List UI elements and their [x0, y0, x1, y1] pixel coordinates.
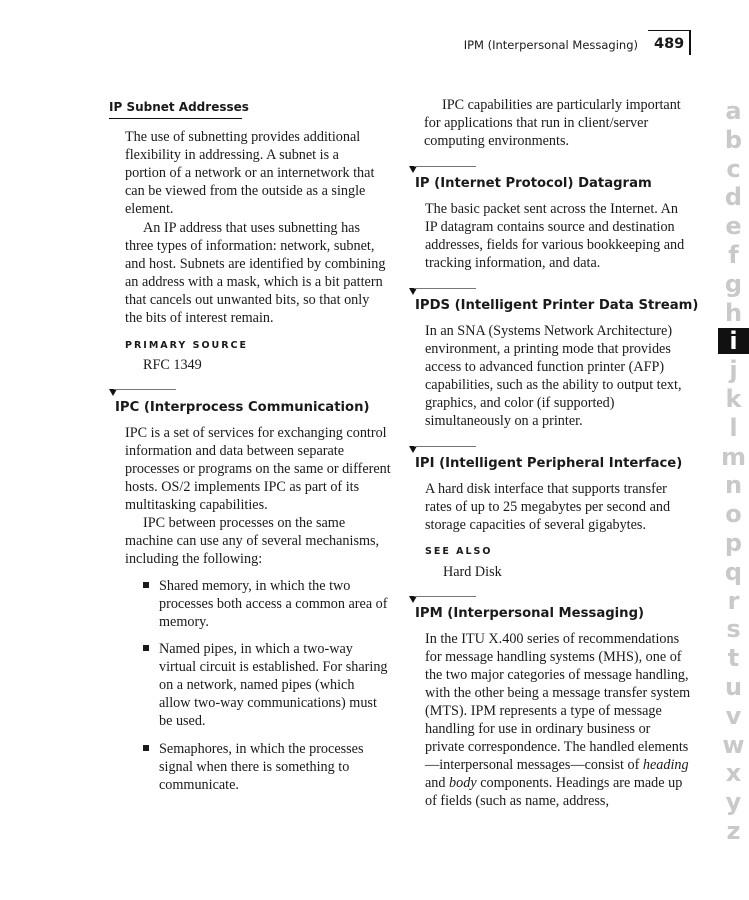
thumb-index-letter-n[interactable]: n — [724, 471, 743, 500]
thumb-index-letter-h[interactable]: h — [724, 298, 743, 327]
thumb-index-letter-w[interactable]: w — [722, 730, 745, 759]
list-item — [143, 640, 389, 730]
entry-marker-icon — [409, 596, 417, 603]
list-item — [143, 577, 389, 631]
ipm-body-and: and — [425, 775, 450, 791]
thumb-index-letter-x[interactable]: x — [725, 759, 742, 788]
subnet-paragraph-2: An IP address that uses subnetting has three types of information: network, subnet, and host. Subnets are identified by combining an address with a mask, which is a bit pattern that cancels out unwanted bits, so that only the bits of interest remain. — [125, 220, 386, 326]
entry-marker-rule — [114, 389, 176, 390]
entry-marker-icon — [409, 166, 417, 173]
thumb-index-letter-u[interactable]: u — [724, 673, 743, 701]
ipc-continuation: IPC capabilities are particularly important for applications that run in client/server computing environments. — [424, 97, 681, 149]
entry-marker-icon — [109, 389, 117, 396]
thumb-index-letter-b[interactable]: b — [724, 125, 743, 154]
ipi-body: A hard disk interface that supports transfer rates of up to 25 megabytes per second and storage capacities of several gigabytes. — [425, 481, 671, 533]
subnet-heading: IP Subnet Addresses — [109, 100, 249, 114]
thumb-index-letter-z[interactable]: z — [726, 817, 741, 845]
primary-source-value: RFC 1349 — [143, 357, 202, 373]
ip-datagram-heading: IP (Internet Protocol) Datagram — [415, 176, 652, 191]
entry-marker-rule — [414, 288, 476, 289]
thumb-index-letter-t[interactable]: t — [727, 644, 740, 673]
thumb-index-letter-g[interactable]: g — [724, 269, 743, 298]
ipc-paragraph-1: IPC is a set of services for exchanging control information and data between separate processes or programs on the same or different hosts. OS/2 implements IPC as part of its multitasking capabilities. — [125, 425, 391, 513]
header-rule — [648, 30, 691, 31]
see-also-label: SEE ALSO — [425, 546, 493, 557]
running-header — [0, 36, 749, 56]
ipm-heading: IPM (Interpersonal Messaging) — [415, 606, 645, 621]
thumb-index-letter-m[interactable]: m — [720, 442, 746, 471]
thumb-index-letter-r[interactable]: r — [727, 586, 740, 615]
list-item — [143, 740, 389, 794]
thumb-index-letter-k[interactable]: k — [725, 385, 742, 413]
header-rule-vertical — [689, 30, 691, 55]
running-header-title: IPM (Interpersonal Messaging) — [463, 38, 638, 52]
entry-marker-rule — [414, 446, 476, 447]
thumb-index-letter-c[interactable]: c — [726, 154, 741, 183]
entry-marker-rule — [414, 166, 476, 167]
thumb-index-letter-p[interactable]: p — [724, 529, 743, 557]
ipc-heading: IPC (Interprocess Communication) — [115, 400, 370, 415]
entry-marker-rule — [414, 596, 476, 597]
ipds-body: In an SNA (Systems Network Architecture) environment, a printing mode that provides access to advanced function printer (AFP) capabilities, such as the ability to output text, graphics, and color (if supported) simultaneously on a printer. — [425, 323, 682, 429]
thumb-index-letter-s[interactable]: s — [726, 615, 741, 644]
see-also-link[interactable]: Hard Disk — [443, 564, 502, 580]
thumb-index-letter-e[interactable]: e — [725, 212, 742, 241]
thumb-index-letter-d[interactable]: d — [724, 183, 743, 212]
subnet-heading-rule — [109, 118, 242, 119]
ipm-body-emphasis-body: body — [449, 775, 477, 791]
thumb-index-letter-f[interactable]: f — [728, 241, 739, 269]
thumb-index-letter-a[interactable]: a — [725, 97, 742, 125]
ipc-paragraph-2: IPC between processes on the same machine can use any of several mechanisms, including the following: — [125, 515, 380, 567]
ip-datagram-body: The basic packet sent across the Internet. An IP datagram contains source and destination addresses, fields for various bookkeeping and tracking information, and data. — [425, 201, 685, 271]
page-number: 489 — [654, 36, 685, 52]
ipds-heading: IPDS (Intelligent Printer Data Stream) — [415, 298, 699, 313]
bullet-icon — [143, 745, 149, 751]
thumb-index-letter-o[interactable]: o — [725, 500, 742, 529]
ipm-body-emphasis-heading: heading — [642, 757, 689, 773]
thumb-index-letter-q[interactable]: q — [724, 557, 743, 586]
thumb-index-letter-i[interactable]: i — [718, 328, 749, 354]
ipm-body-text-2: components. Headings are made up of fields (such as name, address, — [425, 775, 683, 809]
ipm-body-text-1: In the ITU X.400 series of recommendations for message handling systems (MHS), one of the two major categories of message handling, with the other being a message transfer system (MTS). IPM represents a type of message handling for use in ordinary business or private correspondence. The handled elements—interpersonal messages—consist of — [425, 631, 691, 773]
entry-marker-icon — [409, 288, 417, 295]
list-item-text: Named pipes, in which a two-way virtual circuit is established. For sharing on a network, named pipes (which allow two-way communications) must be used. — [159, 641, 388, 729]
ipm-body — [425, 630, 691, 810]
subnet-paragraph-1: The use of subnetting provides additional flexibility in addressing. A subnet is a portion of a network or an internetwork that can be viewed from the outside as a single element. — [125, 129, 375, 217]
bullet-icon — [143, 582, 149, 588]
ipi-heading: IPI (Intelligent Peripheral Interface) — [415, 456, 683, 471]
thumb-index-letter-l[interactable]: l — [729, 413, 738, 442]
thumb-index-letter-v[interactable]: v — [725, 701, 742, 730]
thumb-index-letter-y[interactable]: y — [725, 788, 742, 817]
list-item-text: Semaphores, in which the processes signal when there is something to communicate. — [159, 741, 364, 793]
primary-source-label: PRIMARY SOURCE — [125, 340, 249, 351]
thumb-index-letter-j[interactable]: j — [729, 356, 738, 385]
bullet-icon — [143, 645, 149, 651]
entry-marker-icon — [409, 446, 417, 453]
list-item-text: Shared memory, in which the two processes both access a common area of memory. — [159, 578, 388, 630]
